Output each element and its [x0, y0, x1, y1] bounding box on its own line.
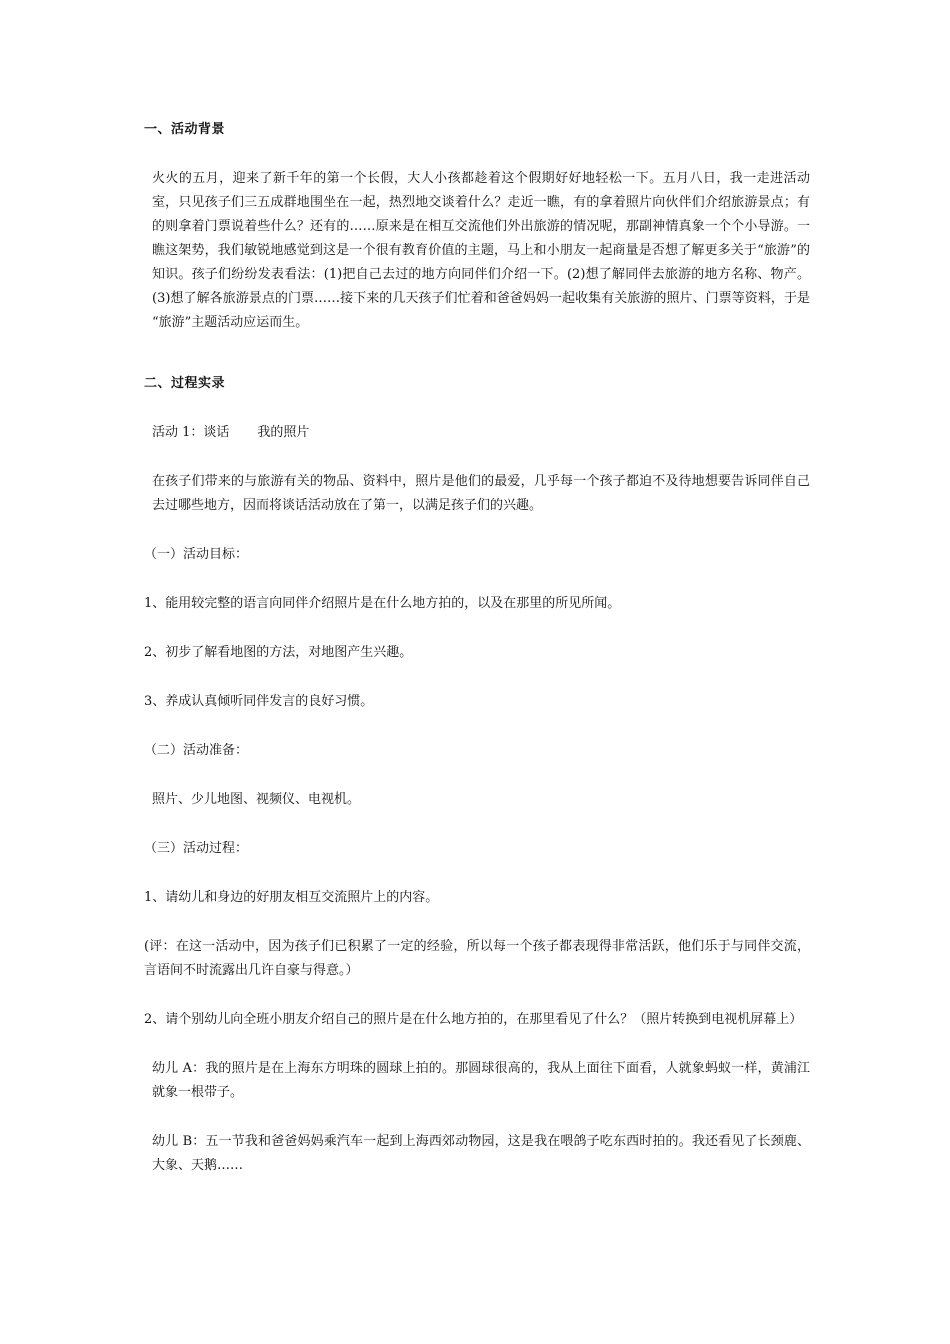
activity-label: 活动 1：谈话: [152, 425, 230, 440]
child-b-response: 幼儿 B：五一节我和爸爸妈妈乘汽车一起到上海西郊动物园，这是我在喂鸽子吃东西时拍的。我还看见了长颈鹿、大象、天鹅……: [152, 1134, 810, 1173]
child-a-response: 幼儿 A：我的照片是在上海东方明珠的圆球上拍的。那圆球很高的，我从上面往下面看，人就象蚂蚁一样，黄浦江就象一根带子。: [152, 1061, 810, 1100]
goal-item: 1、能用较完整的语言向同伴介绍照片是在什么地方拍的，以及在那里的所见所闻。: [144, 596, 621, 611]
prep-title: （二）活动准备：: [144, 743, 249, 758]
goal-item: 2、初步了解看地图的方法，对地图产生兴趣。: [144, 645, 413, 660]
step-1: 1、请幼儿和身边的好朋友相互交流照片上的内容。: [144, 890, 439, 905]
prep-content: 照片、少儿地图、视频仪、电视机。: [152, 792, 361, 807]
activity-name: 我的照片: [257, 425, 310, 440]
goal-item: 3、养成认真倾听同伴发言的良好习惯。: [144, 694, 374, 709]
document-page: [144, 118, 810, 1178]
activity-intro: 在孩子们带来的与旅游有关的物品、资料中，照片是他们的最爱，几乎每一个孩子都迫不及待地想要告诉同伴自己去过哪些地方，因而将谈话活动放在了第一，以满足孩子们的兴趣。: [152, 474, 810, 513]
step-2: 2、请个别幼儿向全班小朋友介绍自己的照片是在什么地方拍的，在那里看见了什么？（照片转换到电视机屏幕上）: [144, 1012, 803, 1027]
comment-1: (评：在这一活动中，因为孩子们已积累了一定的经验，所以每一个孩子都表现得非常活跃，他们乐于与同伴交流，言语间不时流露出几许自豪与得意。）: [144, 939, 810, 978]
section-heading-background: 一、活动背景: [144, 122, 226, 137]
background-paragraph: 火火的五月，迎来了新千年的第一个长假，大人小孩都趁着这个假期好好地轻松一下。五月八日，我一走进活动室，只见孩子们三五成群地围坐在一起，热烈地交谈着什么？走近一瞧，有的拿着照片向伙伴们介绍旅游景点；有的则拿着门票说着些什么？还有的……原来是在相互交流他们外出旅游的情况呢，那副神情真象一个个小导游。一瞧这架势，我们敏锐地感觉到这是一个很有教育价值的主题，马上和小朋友一起商量是否想了解更多关于“旅游”的知识。孩子们纷纷发表看法：(1)把自己去过的地方向同伴们介绍一下。(2)想了解同伴去旅游的地方名称、物产。(3)想了解各旅游景点的门票……接下来的几天孩子们忙着和爸爸妈妈一起收集有关旅游的照片、门票等资料，于是 “旅游”主题活动应运而生。: [152, 171, 810, 330]
goals-title: （一）活动目标：: [144, 547, 249, 562]
section-heading-process: 二、过程实录: [144, 376, 226, 391]
steps-title: （三）活动过程：: [144, 841, 249, 856]
activity-title: [144, 421, 810, 445]
